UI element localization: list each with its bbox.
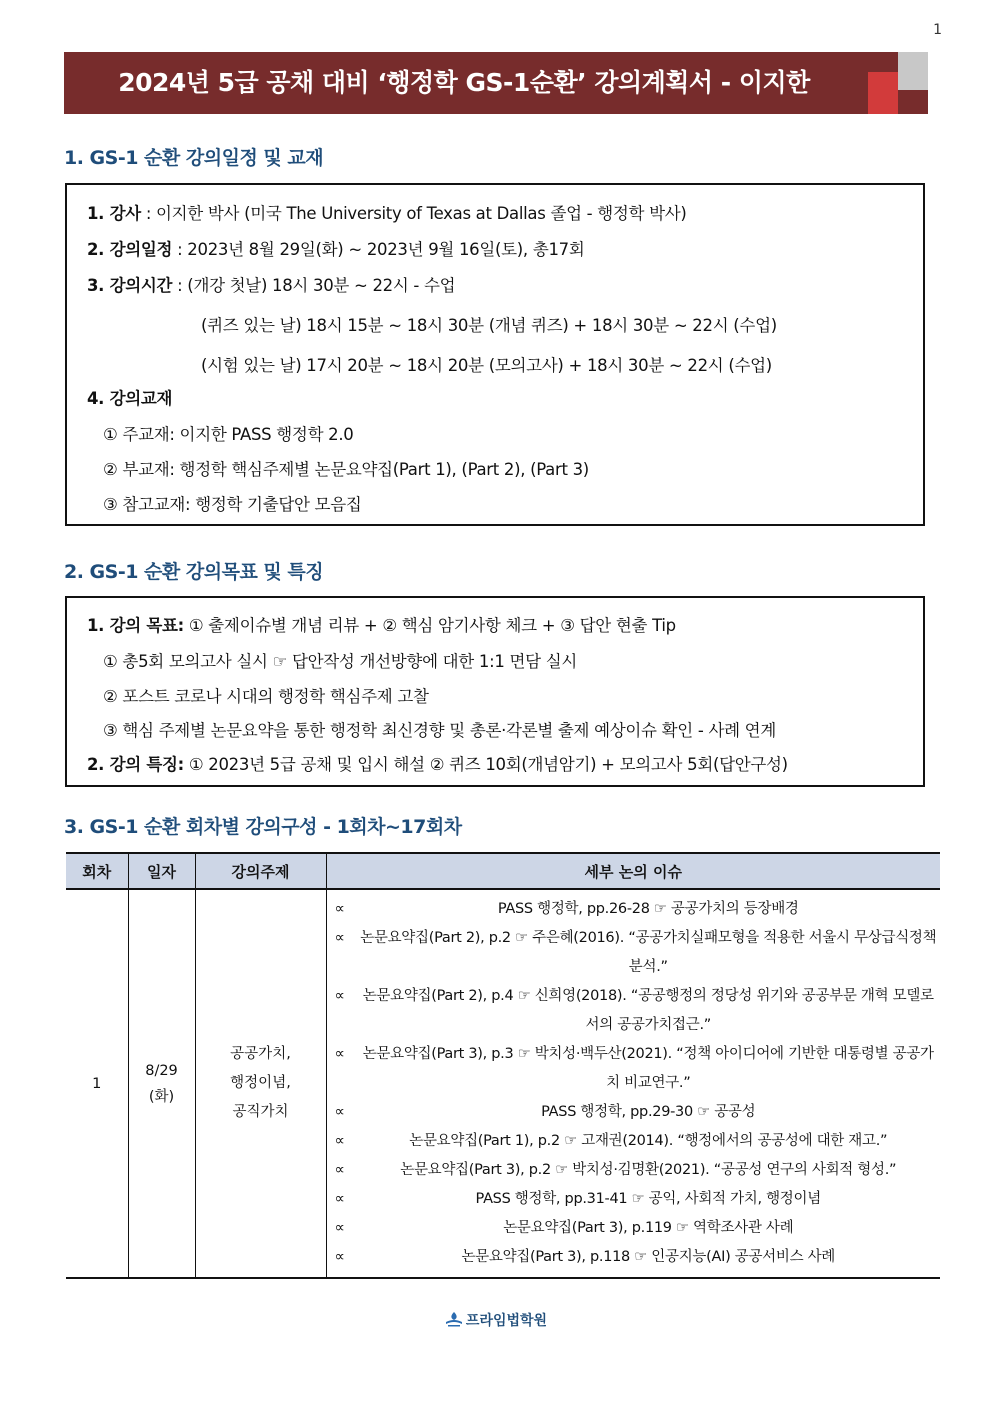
issue-text: 논문요약집(Part 1), p.2 ☞ 고재권(2014). “행정에서의 공공성에 대한 재고.” [409,1133,888,1149]
issue-item [335,1156,941,1185]
time-line-exam: (시험 있는 날) 17시 20분 ~ 18시 20분 (모의고사) + 18시 30분 ~ 22시 (수업) [201,356,772,375]
session-cell: 1 [66,889,128,1278]
issue-item [335,924,941,982]
issue-text: 논문요약집(Part 2), p.4 ☞ 신희영(2018). “공공행정의 정당성 위기와 공공부문 개혁 모델로서의 공공가치접근.” [362,988,934,1033]
issue-marker: ∝ [334,988,345,1004]
issue-item [335,1185,941,1214]
time-label: 3. 강의시간 [87,276,173,295]
issues-cell [326,889,940,1278]
issue-marker: ∝ [334,1162,345,1178]
issue-text: PASS 행정학, pp.31-41 ☞ 공익, 사회적 가치, 행정이념 [475,1191,821,1207]
instructor-line [87,200,687,224]
issue-marker: ∝ [334,1220,345,1236]
topic-line-1: 공공가치, [230,1046,291,1062]
column-header-issues: 세부 논의 이슈 [326,853,940,889]
footer-brand: 프라임법학원 [465,1313,548,1329]
topic-line-2: 행정이념, [230,1075,291,1091]
issue-text: 논문요약집(Part 3), p.119 ☞ 역학조사관 사례 [503,1220,794,1236]
issue-marker: ∝ [334,1133,345,1149]
issue-item [335,1127,941,1156]
issue-item [335,1214,941,1243]
issue-marker: ∝ [334,1104,345,1120]
table-row [66,889,940,1278]
issue-text: PASS 행정학, pp.26-28 ☞ 공공가치의 등장배경 [497,901,799,917]
feature-text: ① 2023년 5급 공채 및 입시 해설 ② 퀴즈 10회(개념암기) + 모의고사 5회(답안구성) [183,755,788,774]
topic-cell [195,889,326,1278]
issue-marker: ∝ [334,1046,345,1062]
schedule-label: 2. 강의일정 [87,240,173,259]
issue-text: 논문요약집(Part 3), p.2 ☞ 박치성·김명환(2021). “공공성 연구의 사회적 형성.” [400,1162,897,1178]
issue-text: 논문요약집(Part 3), p.118 ☞ 인공지능(AI) 공공서비스 사례 [461,1249,836,1265]
column-header-session: 회차 [66,853,128,889]
schedule-line [87,236,585,260]
instructor-label: 1. 강사 [87,204,141,223]
time-line-quiz: (퀴즈 있는 날) 18시 15분 ~ 18시 30분 (개념 퀴즈) + 18시 30분 ~ 22시 (수업) [201,316,777,335]
goal-line [87,612,676,636]
date-cell [128,889,195,1278]
time-line [87,272,455,296]
issue-text: 논문요약집(Part 3), p.3 ☞ 박치성·백두산(2021). “정책 아이디어에 기반한 대통령별 공공가치 비교연구.” [362,1046,934,1091]
textbook-reference: ③ 참고교재: 행정학 기출답안 모음집 [103,495,362,514]
column-header-topic: 강의주제 [195,853,326,889]
issue-item [335,1098,941,1127]
issue-marker: ∝ [334,1191,345,1207]
goal-item-3: ③ 핵심 주제별 논문요약을 통한 행정학 최신경향 및 총론·각론별 출제 예상이슈 확인 - 사례 연계 [103,721,776,740]
issue-item [335,982,941,1040]
column-header-date: 일자 [128,853,195,889]
date-text: 8/29 [145,1062,178,1079]
issue-marker: ∝ [334,1249,345,1265]
feature-label: 2. 강의 특징: [87,755,184,774]
textbook-label: 4. 강의교재 [87,389,173,408]
textbook-main: ① 주교재: 이지한 PASS 행정학 2.0 [103,425,354,444]
issue-item [335,895,941,924]
document-title: 2024년 5급 공채 대비 ‘행정학 GS-1순환’ 강의계획서 - 이지한 [118,68,810,97]
schedule-text: : 2023년 8월 29일(화) ~ 2023년 9월 16일(토), 총17회 [172,240,585,259]
footer [0,1310,992,1331]
feature-line [87,751,788,775]
goal-item-2: ② 포스트 코로나 시대의 행정학 핵심주제 고찰 [103,687,429,706]
schedule-box [65,183,925,526]
issue-item [335,1040,941,1098]
issue-text: 논문요약집(Part 2), p.2 ☞ 주은혜(2016). “공공가치실패모형을 적용한 서울시 무상급식정책 분석.” [360,930,937,975]
issue-item [335,1243,941,1272]
section2-heading: 2. GS-1 순환 강의목표 및 특징 [64,561,324,583]
title-banner [64,52,928,114]
goal-label: 1. 강의 목표: [87,616,184,635]
issue-text: PASS 행정학, pp.29-30 ☞ 공공성 [541,1104,756,1120]
textbook-sub: ② 부교재: 행정학 핵심주제별 논문요약집(Part 1), (Part 2), (Part 3) [103,460,589,479]
issue-marker: ∝ [334,901,345,917]
goals-box [65,596,925,787]
lecture-schedule-table [66,852,940,1279]
page-number: 1 [933,22,942,38]
title-decoration-gray [898,52,928,90]
issue-marker: ∝ [334,930,345,946]
topic-line-3: 공직가치 [232,1104,289,1120]
section1-heading: 1. GS-1 순환 강의일정 및 교재 [64,147,324,169]
instructor-text: : 이지한 박사 (미국 The University of Texas at Dallas 졸업 - 행정학 박사) [140,204,687,223]
section3-heading: 3. GS-1 순환 회차별 강의구성 - 1회차~17회차 [64,816,462,838]
prime-logo-icon [445,1311,463,1331]
day-text: (화) [148,1088,175,1105]
table-header-row [66,853,940,889]
title-decoration-red [868,72,898,114]
time-text: : (개강 첫날) 18시 30분 ~ 22시 - 수업 [172,276,456,295]
goal-text: ① 출제이슈별 개념 리뷰 + ② 핵심 암기사항 체크 + ③ 답안 현출 Tip [183,616,676,635]
goal-item-1: ① 총5회 모의고사 실시 ☞ 답안작성 개선방향에 대한 1:1 면담 실시 [103,652,577,671]
